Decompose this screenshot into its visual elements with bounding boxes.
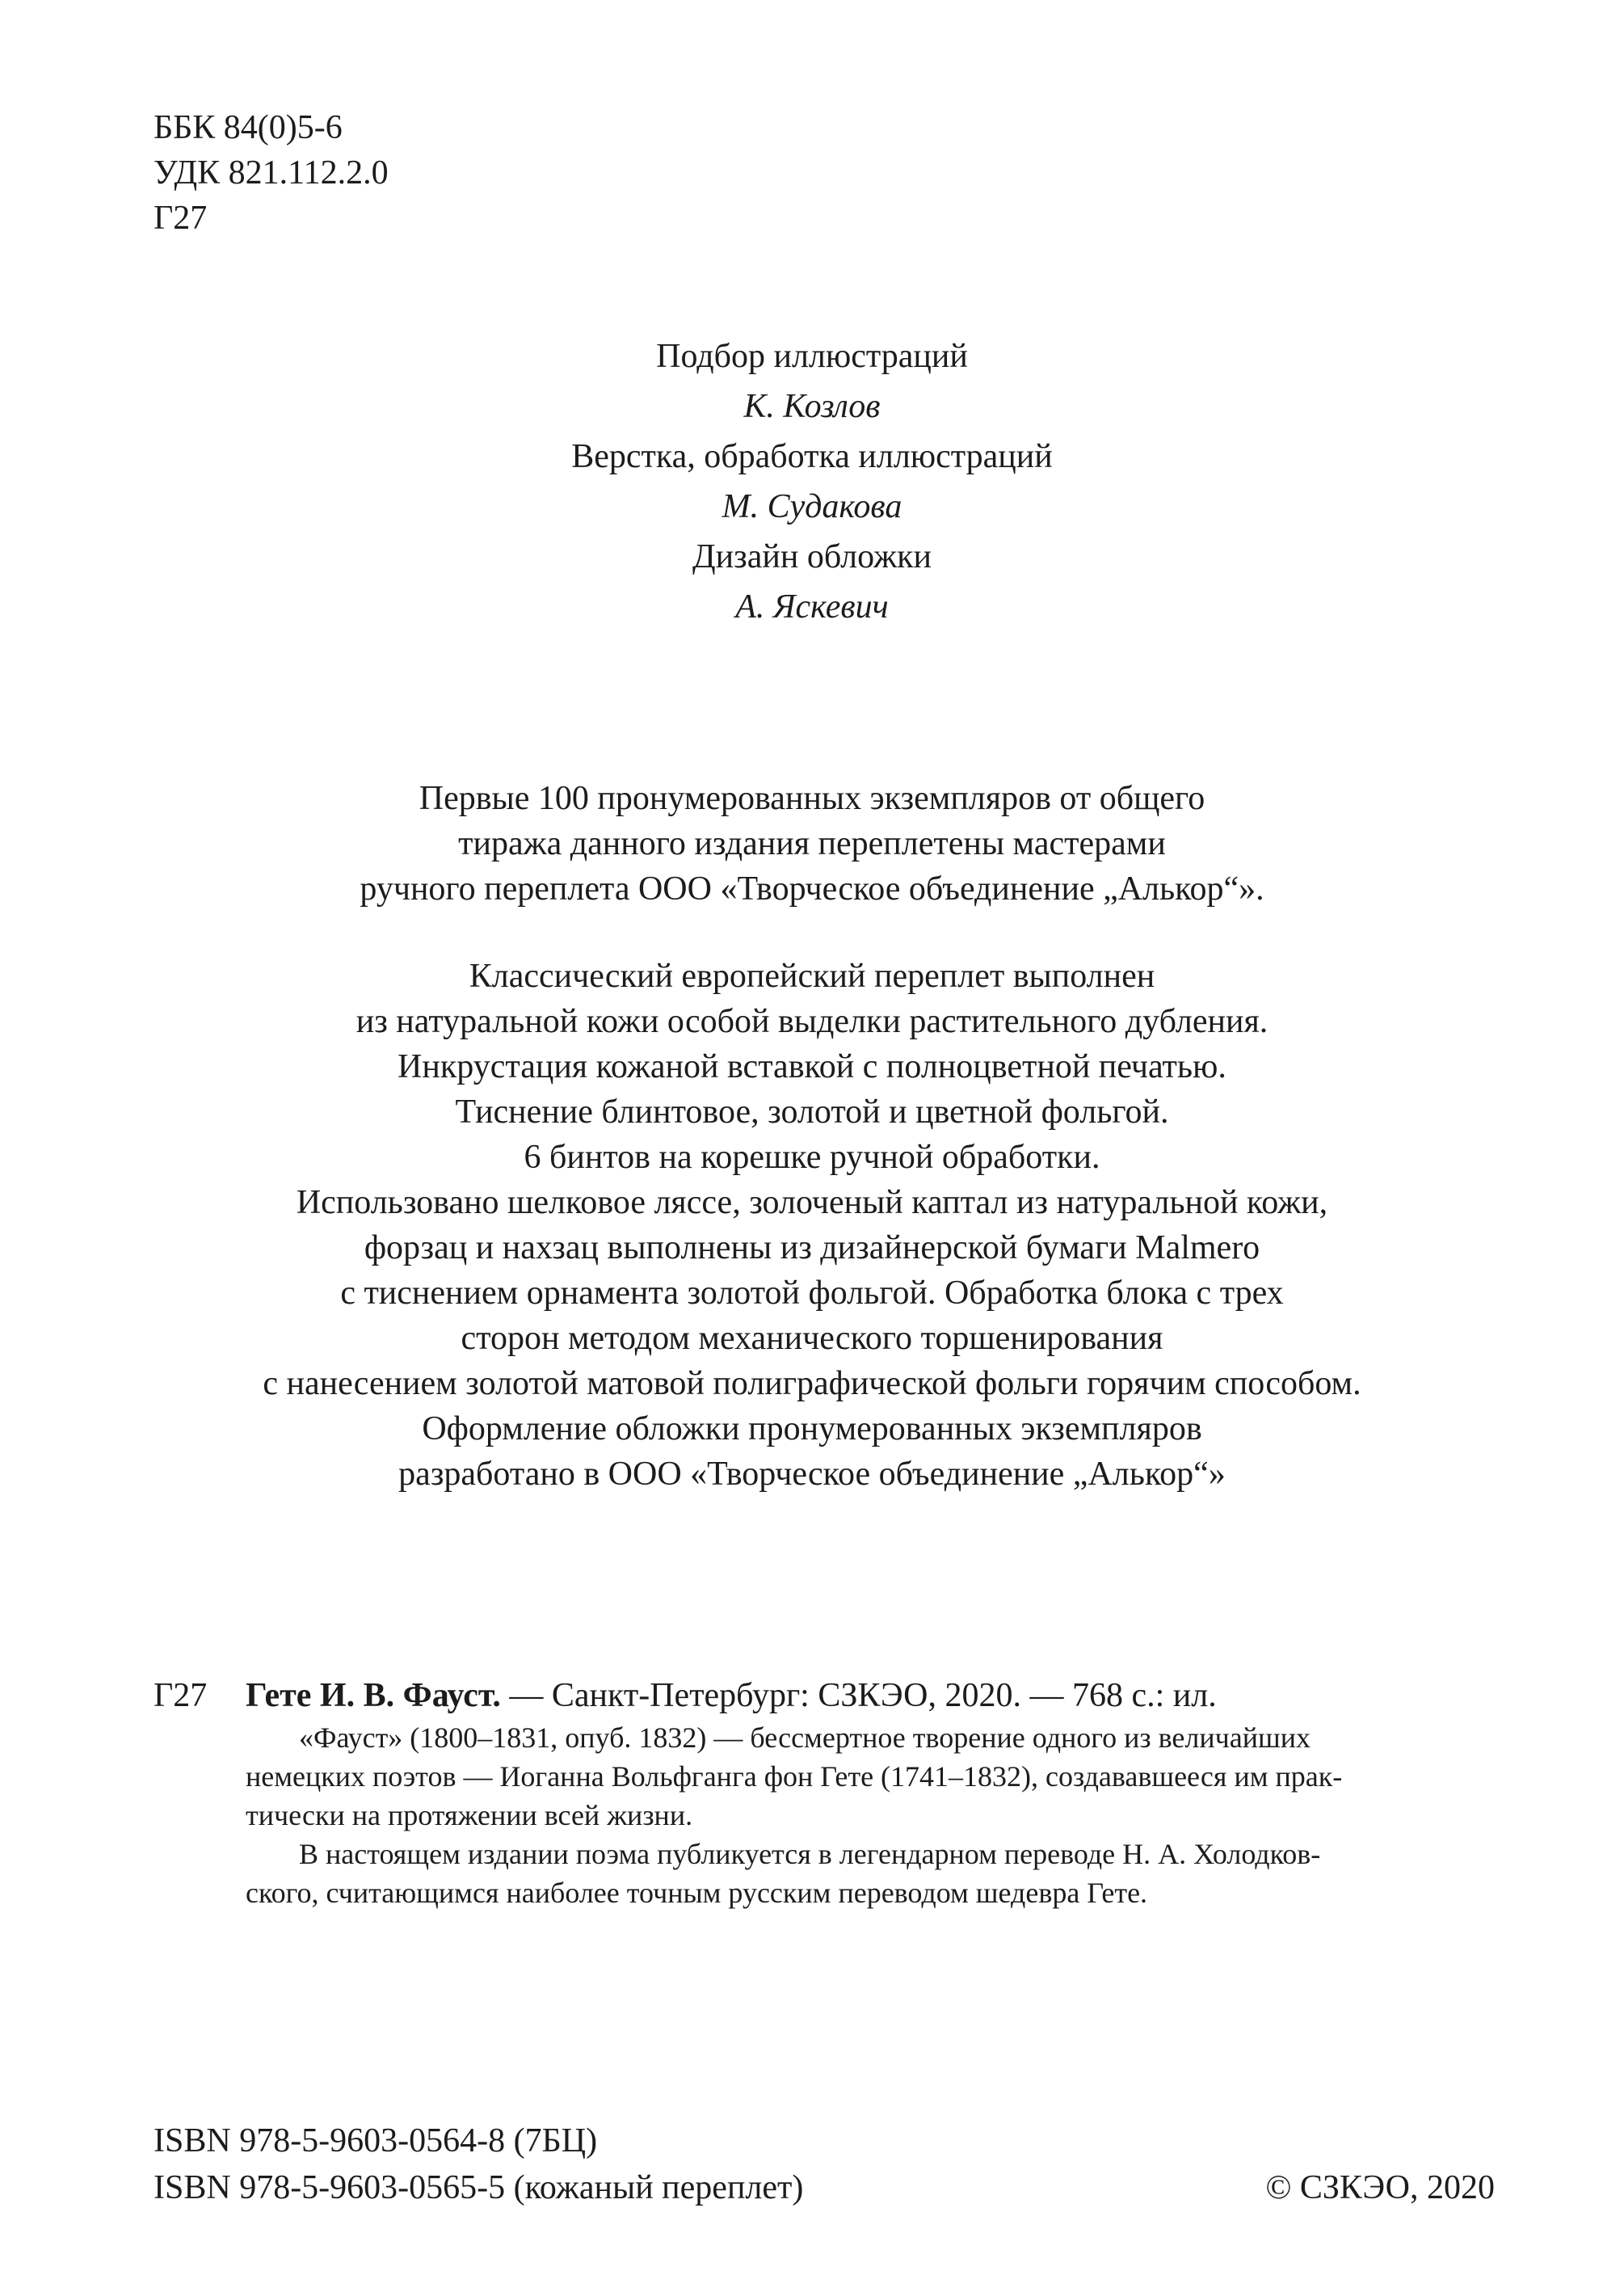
binding-line: Классический европейский переплет выполнен — [469, 958, 1155, 995]
binding-line: ручного переплета ООО «Творческое объединение „Алькор“». — [360, 870, 1264, 908]
isbn-1: ISBN 978-5-9603-0564-8 (7БЦ) — [154, 2122, 598, 2159]
catalog-code: Г27 — [154, 1677, 208, 1714]
binding-line: с нанесением золотой матовой полиграфической фольги горячим способом. — [263, 1365, 1361, 1402]
annotation-line: тически на протяжении всей жизни. — [246, 1799, 693, 1831]
binding-description — [0, 776, 1624, 1497]
credits-block — [0, 331, 1624, 632]
annotation-line: В настоящем издании поэма публикуется в легендарном переводе Н. А. Холодков- — [299, 1838, 1321, 1870]
catalog-title-bold: Гете И. В. Фауст. — [246, 1677, 501, 1714]
binding-line: 6 бинтов на корешке ручной обработки. — [524, 1139, 1100, 1176]
illustrations-name: К. Козлов — [743, 388, 881, 425]
catalog-title — [246, 1673, 1217, 1718]
binding-line: Оформление обложки пронумерованных экземпляров — [422, 1410, 1202, 1447]
classification-codes — [154, 105, 389, 241]
annotation — [154, 1718, 1495, 1912]
binding-line: Инкрустация кожаной вставкой с полноцветной печатью. — [398, 1048, 1226, 1085]
bbk-code: ББК 84(0)5-6 — [154, 109, 343, 146]
author-mark: Г27 — [154, 200, 208, 237]
isbn-2: ISBN 978-5-9603-0565-5 (кожаный переплет) — [154, 2169, 804, 2206]
binding-line: из натуральной кожи особой выделки растительного дубления. — [356, 1003, 1268, 1040]
catalog-title-rest: — Санкт-Петербург: СЗКЭО, 2020. — 768 с.: ил. — [500, 1677, 1217, 1714]
isbn-row-1 — [154, 2117, 1495, 2164]
illustrations-label: Подбор иллюстраций — [656, 338, 968, 375]
cover-label: Дизайн обложки — [692, 538, 932, 575]
binding-paragraph-2 — [0, 954, 1624, 1497]
binding-line: с тиснением орнамента золотой фольгой. Обработка блока с трех — [340, 1275, 1284, 1312]
binding-line: сторон методом механического торшенирования — [461, 1320, 1163, 1357]
copyright: © СЗКЭО, 2020 — [1265, 2169, 1495, 2206]
binding-line: форзац и нахзац выполнены из дизайнерской бумаги Malmero — [364, 1229, 1260, 1266]
paragraph-gap — [0, 912, 1624, 954]
catalog-heading — [154, 1673, 1495, 1718]
binding-line: Первые 100 пронумерованных экземпляров от общего — [419, 780, 1205, 817]
binding-line: Тиснение блинтовое, золотой и цветной фольгой. — [455, 1093, 1169, 1131]
layout-label: Верстка, обработка иллюстраций — [571, 438, 1053, 475]
catalog-record — [154, 1673, 1495, 1912]
binding-line: тиража данного издания переплетены мастерами — [458, 825, 1166, 862]
layout-name: М. Судакова — [722, 488, 902, 525]
cover-name: А. Яскевич — [735, 588, 889, 626]
isbn-row-2 — [154, 2164, 1495, 2211]
annotation-line: ского, считающимся наиболее точным русским переводом шедевра Гете. — [246, 1877, 1148, 1909]
annotation-line: немецких поэтов — Иоганна Вольфганга фон Гете (1741–1832), создававшееся им прак- — [246, 1760, 1343, 1793]
isbn-block — [154, 2117, 1495, 2211]
udk-code: УДК 821.112.2.0 — [154, 154, 389, 192]
binding-line: разработано в ООО «Творческое объединение „Алькор“» — [398, 1456, 1226, 1493]
binding-paragraph-1 — [0, 776, 1624, 912]
annotation-line: «Фауст» (1800–1831, опуб. 1832) — бессмертное творение одного из величайших — [299, 1721, 1311, 1754]
binding-line: Использовано шелковое ляссе, золоченый каптал из натуральной кожи, — [296, 1184, 1328, 1221]
